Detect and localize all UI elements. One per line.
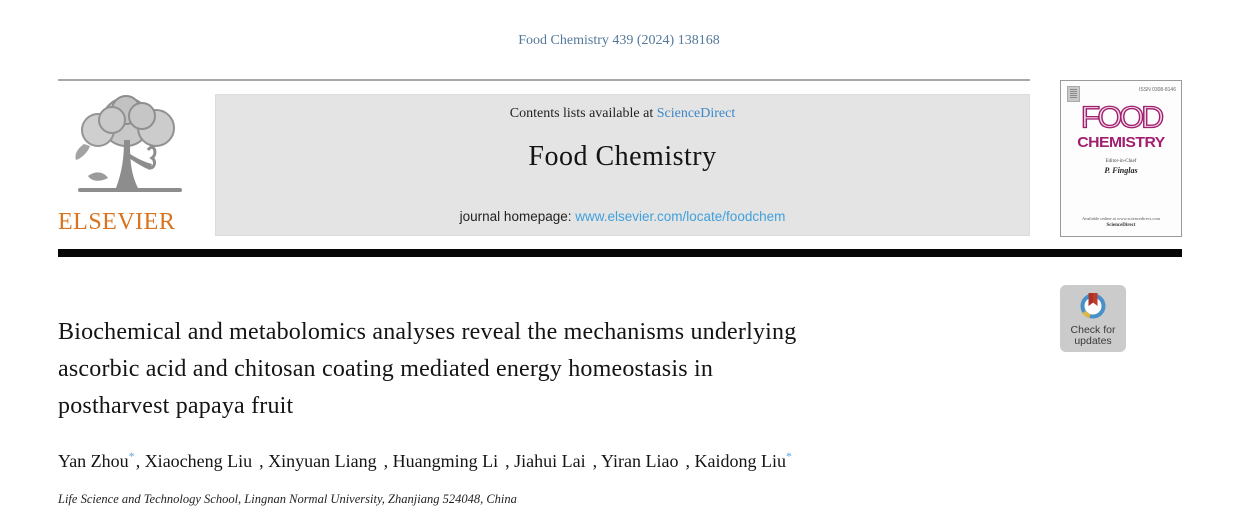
badge-label-line1: Check for xyxy=(1070,324,1116,336)
author-separator: , xyxy=(592,451,601,471)
badge-label-line2: updates xyxy=(1074,335,1112,347)
masthead-box xyxy=(215,94,1030,236)
article-title-line3: postharvest papaya fruit xyxy=(58,393,294,419)
article-title-line2: ascorbic acid and chitosan coating mediated energy homeostasis in xyxy=(58,356,714,382)
elsevier-wordmark: ELSEVIER xyxy=(58,209,176,235)
cover-editor-label: Editor-in-Chief xyxy=(1105,159,1137,164)
author-byline: Yan Zhou*, Xiaocheng Liu , Xinyuan Liang , Huangming Li , Jiahui Lai , Yiran Liao , Kaidong Liu* xyxy=(58,451,792,471)
article-title-line1: Biochemical and metabolomics analyses reveal the mechanisms underlying xyxy=(58,319,797,345)
sciencedirect-link[interactable]: ScienceDirect xyxy=(656,106,736,121)
cover-title-food: FOOD xyxy=(1080,99,1162,135)
journal-citation-line: Food Chemistry 439 (2024) 138168 xyxy=(518,33,720,48)
author-affiliation: Life Science and Technology School, Lingnan Normal University, Zhanjiang 524048, China xyxy=(58,492,517,506)
author-separator: , xyxy=(685,451,695,471)
author-name: Jiahui Lai xyxy=(514,451,586,471)
journal-cover-thumbnail[interactable] xyxy=(1060,80,1182,237)
elsevier-tree-icon xyxy=(64,92,209,204)
elsevier-logo xyxy=(58,92,215,236)
journal-homepage-link[interactable]: www.elsevier.com/locate/foodchem xyxy=(575,209,786,224)
check-for-updates-badge[interactable] xyxy=(1060,285,1126,352)
cover-title-chemistry: CHEMISTRY xyxy=(1077,134,1165,151)
section-divider-bar xyxy=(58,249,1182,257)
contents-line xyxy=(216,106,1029,122)
journal-title: Food Chemistry xyxy=(528,141,717,172)
crossmark-icon xyxy=(1078,290,1108,320)
cover-footer-sciencedirect: ScienceDirect xyxy=(1106,223,1136,228)
author-name: Xiaocheng Liu xyxy=(144,451,253,471)
article-title xyxy=(58,314,1068,425)
author-name: Xinyuan Liang xyxy=(268,451,377,471)
author-name: Huangming Li xyxy=(392,451,499,471)
cover-footer-availability: Available online at www.sciencedirect.com xyxy=(1082,216,1160,221)
author-separator: , xyxy=(259,451,269,471)
cover-issn: ISSN 0308-8146 xyxy=(1139,87,1176,93)
author-name: Kaidong Liu xyxy=(694,451,786,471)
homepage-line xyxy=(216,209,1029,224)
author-name: Yiran Liao xyxy=(600,451,679,471)
badge-label xyxy=(1060,325,1126,347)
author-separator: , xyxy=(383,451,393,471)
contents-line-prefix: Contents lists available at xyxy=(509,106,657,121)
masthead-top-rule xyxy=(58,79,1030,81)
author-separator: , xyxy=(135,451,145,471)
author-name: Yan Zhou xyxy=(58,451,129,471)
author-separator: , xyxy=(505,451,515,471)
cover-editor-name: P. Finglas xyxy=(1104,166,1138,175)
homepage-prefix: journal homepage: xyxy=(459,209,576,224)
